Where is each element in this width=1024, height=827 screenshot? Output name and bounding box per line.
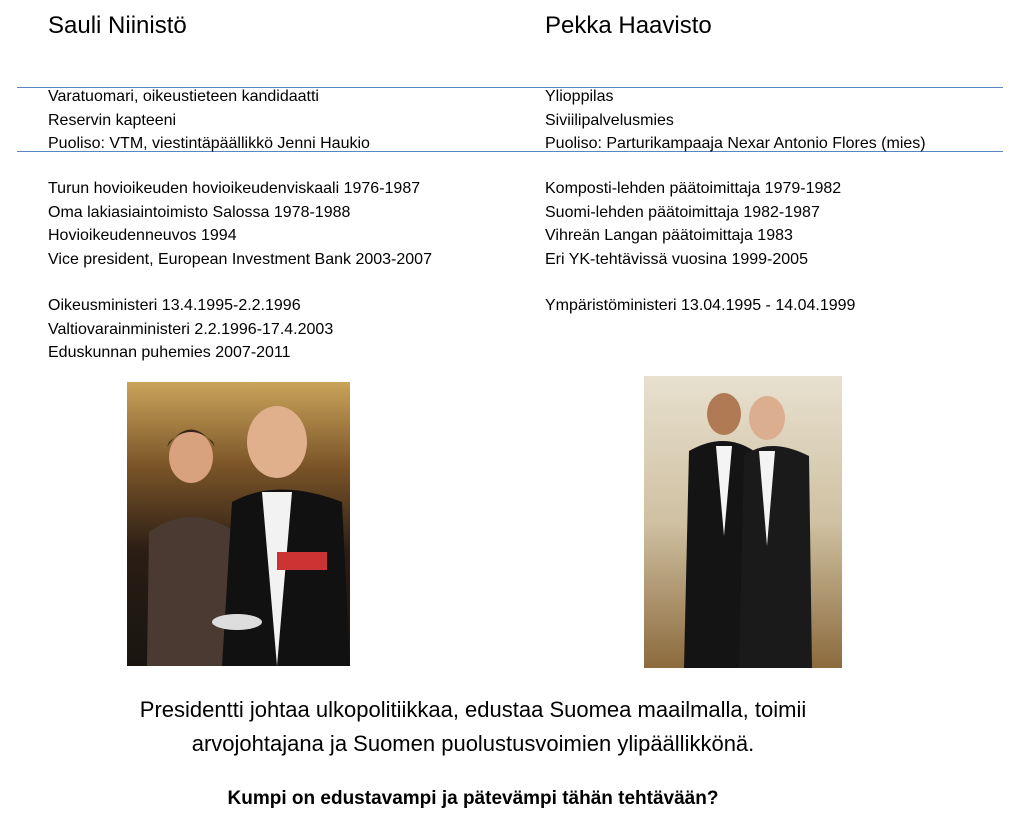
footer-statement [0,693,946,761]
right-personal-item: Ylioppilas [545,88,614,105]
right-personal [545,85,926,156]
right-ministerial-item: Ympäristöministeri 13.04.1995 - 14.04.1999 [545,297,856,314]
left-ministerial [48,294,333,365]
right-personal-item: Puoliso: Parturikampaaja Nexar Antonio Flores (mies) [545,135,926,152]
left-candidate-name: Sauli Niinistö [48,12,187,39]
left-ministerial-item: Valtiovarainministeri 2.2.1996-17.4.2003 [48,320,334,338]
right-career-item: Vihreän Langan päätoimittaja 1983 [545,227,793,244]
left-personal-item: Varatuomari, oikeustieteen kandidaatti [48,88,319,105]
left-career [48,177,432,271]
left-personal-item: Puoliso: VTM, viestintäpäällikkö Jenni Haukio [48,135,370,152]
right-candidate-name: Pekka Haavisto [545,12,712,39]
left-ministerial-item: Oikeusministeri 13.4.1995-2.2.1996 [48,297,301,314]
left-candidate-photo [127,382,350,666]
right-candidate-photo [644,376,842,668]
left-career-item: Vice president, European Investment Bank 2003-2007 [48,250,432,268]
left-personal-item: Reservin kapteeni [48,111,177,129]
right-career-item: Suomi-lehden päätoimittaja 1982-1987 [545,203,820,221]
right-career-item: Komposti-lehden päätoimittaja 1979-1982 [545,180,842,197]
footer-question: Kumpi on edustavampi ja pätevämpi tähän tehtävään? [227,788,719,809]
footer-line-1: Presidentti johtaa ulkopolitiikkaa, edustaa Suomea maailmalla, toimii [139,697,807,722]
left-career-item: Oma lakiasiaintoimisto Salossa 1978-1988 [48,203,351,221]
footer-line-2: arvojohtajana ja Suomen puolustusvoimien ylipäällikkönä. [191,731,755,756]
left-ministerial-item: Eduskunnan puhemies 2007-2011 [48,344,291,361]
right-career-item: Eri YK-tehtävissä vuosina 1999-2005 [545,250,808,268]
right-career [545,177,841,271]
left-personal [48,85,370,156]
right-personal-item: Siviilipalvelusmies [545,111,674,129]
left-career-item: Turun hovioikeuden hovioikeudenviskaali 1976-1987 [48,180,421,197]
left-career-item: Hovioikeudenneuvos 1994 [48,227,237,244]
right-ministerial [545,294,855,318]
